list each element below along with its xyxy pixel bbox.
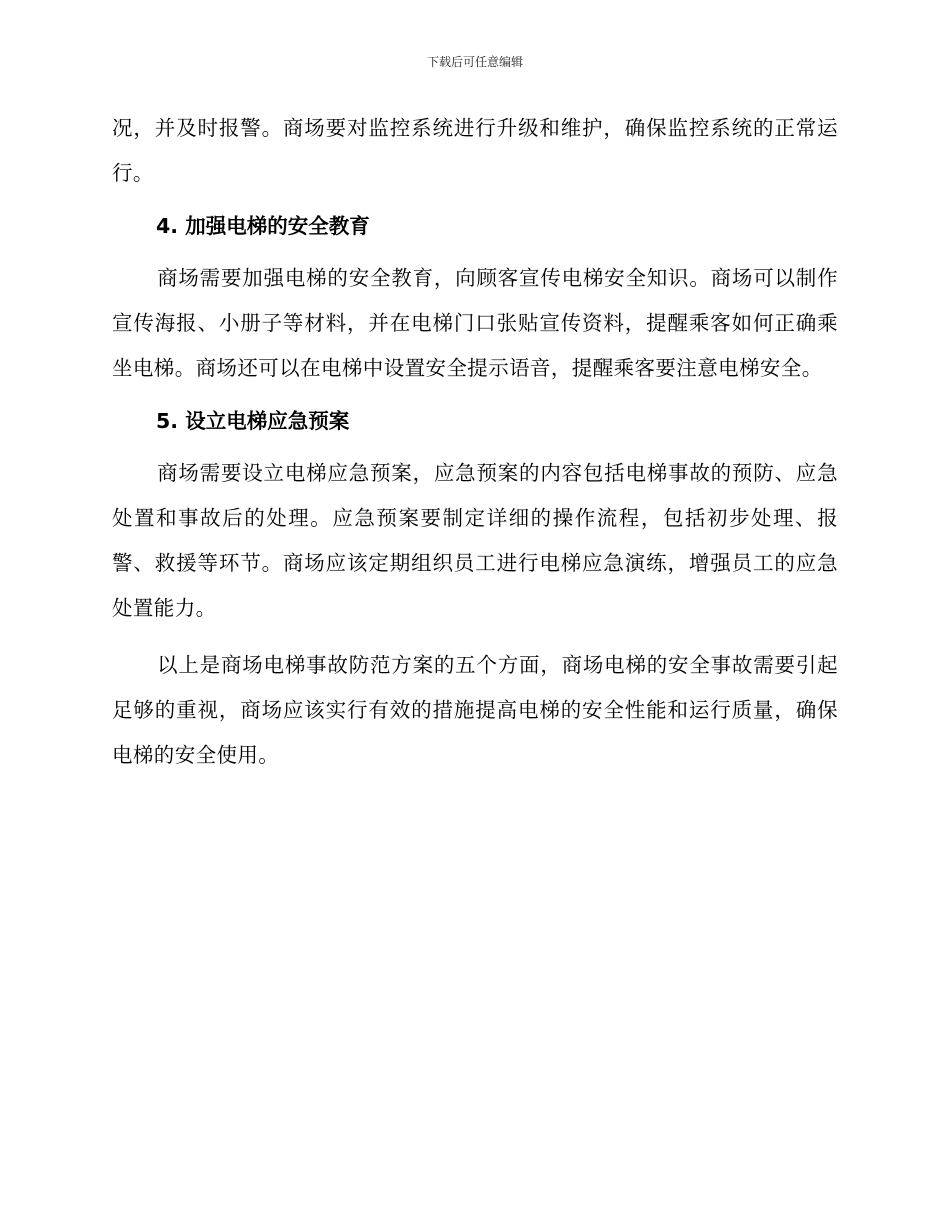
paragraph-spacer [112, 631, 838, 643]
header-note: 下载后可任意编辑 [426, 55, 523, 69]
section-heading-4: 4. 加强电梯的安全教育 [156, 214, 370, 238]
paragraph-safety-education: 商场需要加强电梯的安全教育，向顾客宣传电梯安全知识。商场可以制作宣传海报、小册子等材料，并在电梯门口张贴宣传资料，提醒乘客如何正确乘坐电梯。商场还可以在电梯中设置安全提示语音，提醒乘客要注意电梯安全。 [112, 266, 838, 380]
section-heading-5: 5. 设立电梯应急预案 [156, 409, 350, 433]
paragraph-emergency-plan: 商场需要设立电梯应急预案，应急预案的内容包括电梯事故的预防、应急处置和事故后的处理。应急预案要制定详细的操作流程，包括初步处理、报警、救援等环节。商场应该定期组织员工进行电梯应急演练，增强员工的应急处置能力。 [112, 461, 838, 620]
paragraph-monitoring-continued: 况，并及时报警。商场要对监控系统进行升级和维护，确保监控系统的正常运行。 [112, 116, 838, 185]
paragraph-conclusion: 以上是商场电梯事故防范方案的五个方面，商场电梯的安全事故需要引起足够的重视，商场应该实行有效的措施提高电梯的安全性能和运行质量，确保电梯的安全使用。 [112, 653, 838, 767]
document-body [112, 106, 838, 778]
